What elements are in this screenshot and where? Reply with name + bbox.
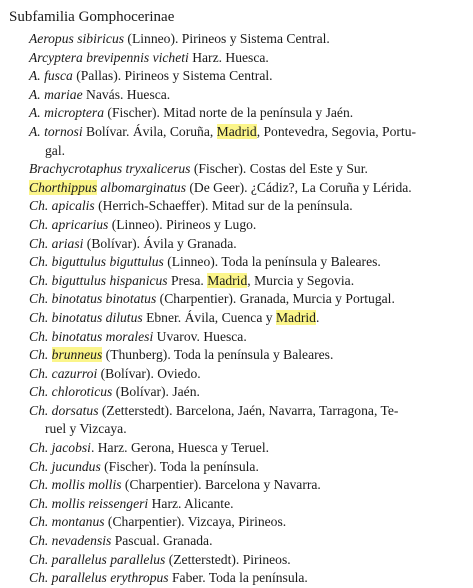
- species-entry: [29, 569, 469, 588]
- species-entry: [29, 513, 469, 532]
- species-name: A. fusca: [29, 68, 73, 84]
- species-entry: [29, 123, 469, 160]
- species-description: Bolívar. Ávila, Coruña,: [82, 123, 217, 139]
- species-entry: [29, 179, 469, 198]
- species-description-continued: ruel y Vizcaya.: [45, 421, 127, 437]
- species-description: (Charpentier). Vizcaya, Pirineos.: [104, 514, 287, 530]
- species-description: (Charpentier). Barcelona y Navarra.: [121, 477, 321, 493]
- species-entry: [29, 272, 469, 291]
- species-description: (Zetterstedt). Barcelona, Jaén, Navarra, Tarragona, Te-: [98, 402, 399, 418]
- species-description: Navás. Huesca.: [82, 86, 171, 102]
- species-entry: [29, 86, 469, 105]
- species-name: Ch. montanus: [29, 514, 105, 530]
- species-name: Ch. binotatus binotatus: [29, 291, 157, 307]
- species-name: Ch. apicalis: [29, 198, 95, 214]
- species-description: (Fischer). Mitad norte de la península y Jaén.: [104, 105, 354, 121]
- species-name: Ch. jacobsi: [29, 440, 91, 456]
- species-description: (Charpentier). Granada, Murcia y Portugal.: [156, 291, 395, 307]
- species-name: Ch. parallelus parallelus: [29, 551, 166, 567]
- species-name: Ch. mollis mollis: [29, 477, 122, 493]
- species-description: , Pontevedra, Segovia, Portu-: [256, 123, 417, 139]
- species-name: Ch. binotatus moralesi: [29, 328, 154, 344]
- species-description: (Linneo). Pirineos y Lugo.: [108, 216, 257, 232]
- species-description: (Linneo). Toda la península y Baleares.: [163, 254, 381, 270]
- species-list: [29, 30, 469, 588]
- highlighted-term: Chorthippus: [29, 179, 97, 195]
- species-entry: [29, 495, 469, 514]
- species-name: Arcyptera brevipennis vicheti: [29, 49, 189, 65]
- species-description: , Murcia y Segovia.: [247, 272, 355, 288]
- species-entry: [29, 160, 469, 179]
- highlighted-term: brunneus: [51, 347, 103, 363]
- species-description: (Zetterstedt). Pirineos.: [165, 551, 291, 567]
- species-entry: [29, 67, 469, 86]
- species-entry: [29, 253, 469, 272]
- species-description: (Bolívar). Ávila y Granada.: [83, 235, 237, 251]
- species-description: (Bolívar). Oviedo.: [97, 365, 201, 381]
- species-description: Ebner. Ávila, Cuenca y: [142, 309, 276, 325]
- species-entry: [29, 476, 469, 495]
- species-name: Brachycrotaphus tryxalicerus: [29, 161, 191, 177]
- species-entry: [29, 365, 469, 384]
- species-name: Ch. mollis reissengeri: [29, 495, 149, 511]
- species-name: Aeropus sibiricus: [29, 31, 125, 46]
- species-description: Pascual. Granada.: [111, 533, 213, 549]
- species-name: A. tornosi: [29, 123, 83, 139]
- species-description: Uvarov. Huesca.: [153, 328, 247, 344]
- species-name: Ch. apricarius: [29, 216, 109, 232]
- species-name: Ch. dorsatus: [29, 402, 99, 418]
- species-entry: [29, 30, 469, 49]
- species-name: Ch. ariasi: [29, 235, 84, 251]
- species-name: A. mariae: [29, 86, 83, 102]
- species-name: Ch. jucundus: [29, 458, 101, 474]
- species-entry: [29, 49, 469, 68]
- species-name: Ch. biguttulus hispanicus: [29, 272, 168, 288]
- species-entry: [29, 104, 469, 123]
- species-entry: [29, 235, 469, 254]
- species-description: . Harz. Gerona, Huesca y Teruel.: [90, 440, 270, 456]
- species-description: (Thunberg). Toda la península y Baleares.: [102, 347, 334, 363]
- species-entry: [29, 290, 469, 309]
- species-description: Harz. Alicante.: [148, 495, 234, 511]
- species-description: (Herrich-Schaeffer). Mitad sur de la península.: [94, 198, 353, 214]
- species-entry: [29, 309, 469, 328]
- species-description: (Linneo). Pirineos y Sistema Central.: [124, 31, 330, 46]
- species-description: (Fischer). Toda la península.: [100, 458, 259, 474]
- species-description: Harz. Huesca.: [188, 49, 269, 65]
- species-entry: [29, 346, 469, 365]
- species-description: Faber. Toda la península.: [168, 570, 308, 586]
- species-name: A. microptera: [29, 105, 105, 121]
- species-name: albomarginatus: [96, 179, 186, 195]
- species-description: (Fischer). Costas del Este y Sur.: [190, 161, 368, 177]
- species-name: Ch. biguttulus biguttulus: [29, 254, 164, 270]
- species-description: .: [315, 309, 320, 325]
- species-entry: [29, 458, 469, 477]
- species-entry: [29, 328, 469, 347]
- species-entry: [29, 197, 469, 216]
- species-entry: [29, 383, 469, 402]
- section-heading: Subfamilia Gomphocerinae: [9, 9, 175, 25]
- species-entry: [29, 532, 469, 551]
- highlighted-term: Madrid: [207, 272, 248, 288]
- species-name: Ch. cazurroi: [29, 365, 98, 381]
- species-name: Ch.: [29, 347, 52, 363]
- species-name: Ch. parallelus erythropus: [29, 570, 169, 586]
- species-entry: [29, 439, 469, 458]
- species-name: Ch. binotatus dilutus: [29, 309, 143, 325]
- species-description: Presa.: [167, 272, 208, 288]
- species-name: Ch. chloroticus: [29, 384, 113, 400]
- species-description: (De Geer). ¿Cádiz?, La Coruña y Lérida.: [185, 179, 412, 195]
- highlighted-term: Madrid: [216, 123, 257, 139]
- highlighted-term: Madrid: [275, 309, 316, 325]
- species-entry: [29, 402, 469, 439]
- species-entry: [29, 216, 469, 235]
- species-description: (Bolívar). Jaén.: [112, 384, 200, 400]
- species-name: Ch. nevadensis: [29, 533, 112, 549]
- species-description: (Pallas). Pirineos y Sistema Central.: [72, 68, 273, 84]
- species-description-continued: gal.: [45, 142, 66, 158]
